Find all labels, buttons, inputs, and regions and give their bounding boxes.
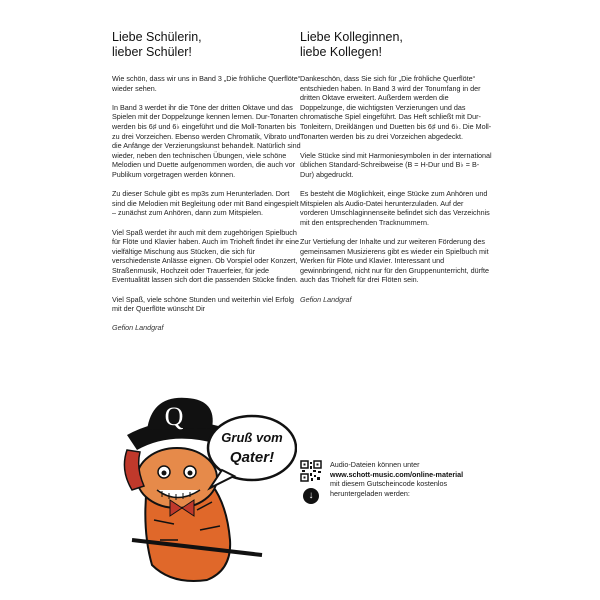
left-heading-line2: lieber Schüler! (112, 45, 192, 59)
left-heading (112, 30, 304, 60)
left-signature: Gefion Landgraf (112, 323, 164, 333)
bubble-line1: Gruß vom (221, 430, 283, 445)
right-paragraph-2: Viele Stücke sind mit Harmoniesymbolen in der international üblichen Standard-Schreibweise (B = H-Dur und B♭ = B-Dur) abgedruckt. (300, 150, 492, 179)
hat-letter: Q (164, 402, 184, 431)
left-paragraph-3: Zu dieser Schule gibt es mp3s zum Herunterladen. Dort sind die Melodien mit Begleitung oder mit Band eingespielt – zunächst zum Anhören, dann zum Mitspielen. (112, 189, 299, 218)
right-signature: Gefion Landgraf (300, 294, 352, 304)
right-paragraph-1: Dankeschön, dass Sie sich für „Die fröhliche Querflöte“ entschieden haben. In Band 3 wird der Tonumfang in der dritten Oktave erweitert. Außerdem werden die Doppelzunge, die wichtigsten Verzierungen und das chromatische Spiel eingeführt. Das Heft schließt mit Dur-Tonleitern, Dreiklängen und Duetten bis 6♯ und 6♭. Die Moll-Tonarten werden bis zu drei Vorzeichen abgedeckt. (300, 74, 492, 141)
right-heading (300, 30, 492, 60)
left-paragraph-4: Viel Spaß werdet ihr auch mit dem zugehörigen Spielbuch für Flöte und Klavier haben. Auch im Trioheft findet ihr eine vielfältige Mischung aus Stücken, die sich für verschiedenste Anlässe eignen. Ob Vorspiel oder Konzert, Straßenmusik, Hochzeit oder Trauerfeier, für jede Eventualität lassen sich dort die passenden Stücke finden. (112, 227, 299, 285)
audio-url[interactable]: www.schott-music.com/online-material (330, 469, 464, 479)
right-column (300, 30, 492, 304)
left-paragraph-2: In Band 3 werdet ihr die Töne der dritten Oktave und das Spielen mit der Doppelzunge kennen lernen. Dur-Tonarten werden bis 6♯ und 6♭ eingeführt und die Moll-Tonarten bis zu drei Vorzeichen. Ebenso werden Chromatik, Vibrato und die Anfänge der Verzierungskunst behandelt. Natürlich sind wieder, neben den technischen Übungen, viele schöne Melodien und Duette aufgenommen worden, die auch vor Publikum vorgetragen werden können. (112, 102, 301, 179)
bubble-line2: Qater! (229, 449, 275, 466)
left-heading-line1: Liebe Schülerin, (112, 30, 202, 44)
left-column (112, 30, 304, 332)
cat-illustration (112, 390, 297, 590)
qr-code-icon[interactable] (300, 460, 322, 482)
audio-text (330, 460, 495, 498)
right-heading-line1: Liebe Kolleginnen, (300, 30, 403, 44)
left-paragraph-1: Wie schön, dass wir uns in Band 3 „Die fröhliche Querflöte“ wieder sehen. (112, 74, 301, 93)
right-paragraph-4: Zur Vertiefung der Inhalte und zur weiteren Förderung des gemeinsamen Musizierens gibt es wieder ein Spielbuch mit Werken für Flöte und Klavier. Interessant und gewinnbringend, nicht nur für den Gruppenunterricht, dürfte auch das Trioheft für drei Flöten sein. (300, 237, 489, 285)
speech-bubble (208, 416, 296, 488)
right-heading-line2: liebe Kollegen! (300, 45, 383, 59)
audio-line1: Audio-Dateien können unter (330, 460, 420, 469)
audio-line3: mit diesem Gutscheincode kostenlos heruntergeladen werden: (330, 479, 448, 498)
left-paragraph-5: Viel Spaß, viele schöne Stunden und weiterhin viel Erfolg mit der Querflöte wünscht Dir (112, 294, 295, 314)
right-paragraph-3: Es besteht die Möglichkeit, einge Stücke zum Anhören und Mitspielen als Audio-Datei herunterzuladen. Auf der vorderen Umschlaginnenseite befindet sich das Verzeichnis mit den entsprechenden Tracknummern. (300, 189, 490, 227)
download-icon[interactable]: ↓ (303, 488, 319, 504)
